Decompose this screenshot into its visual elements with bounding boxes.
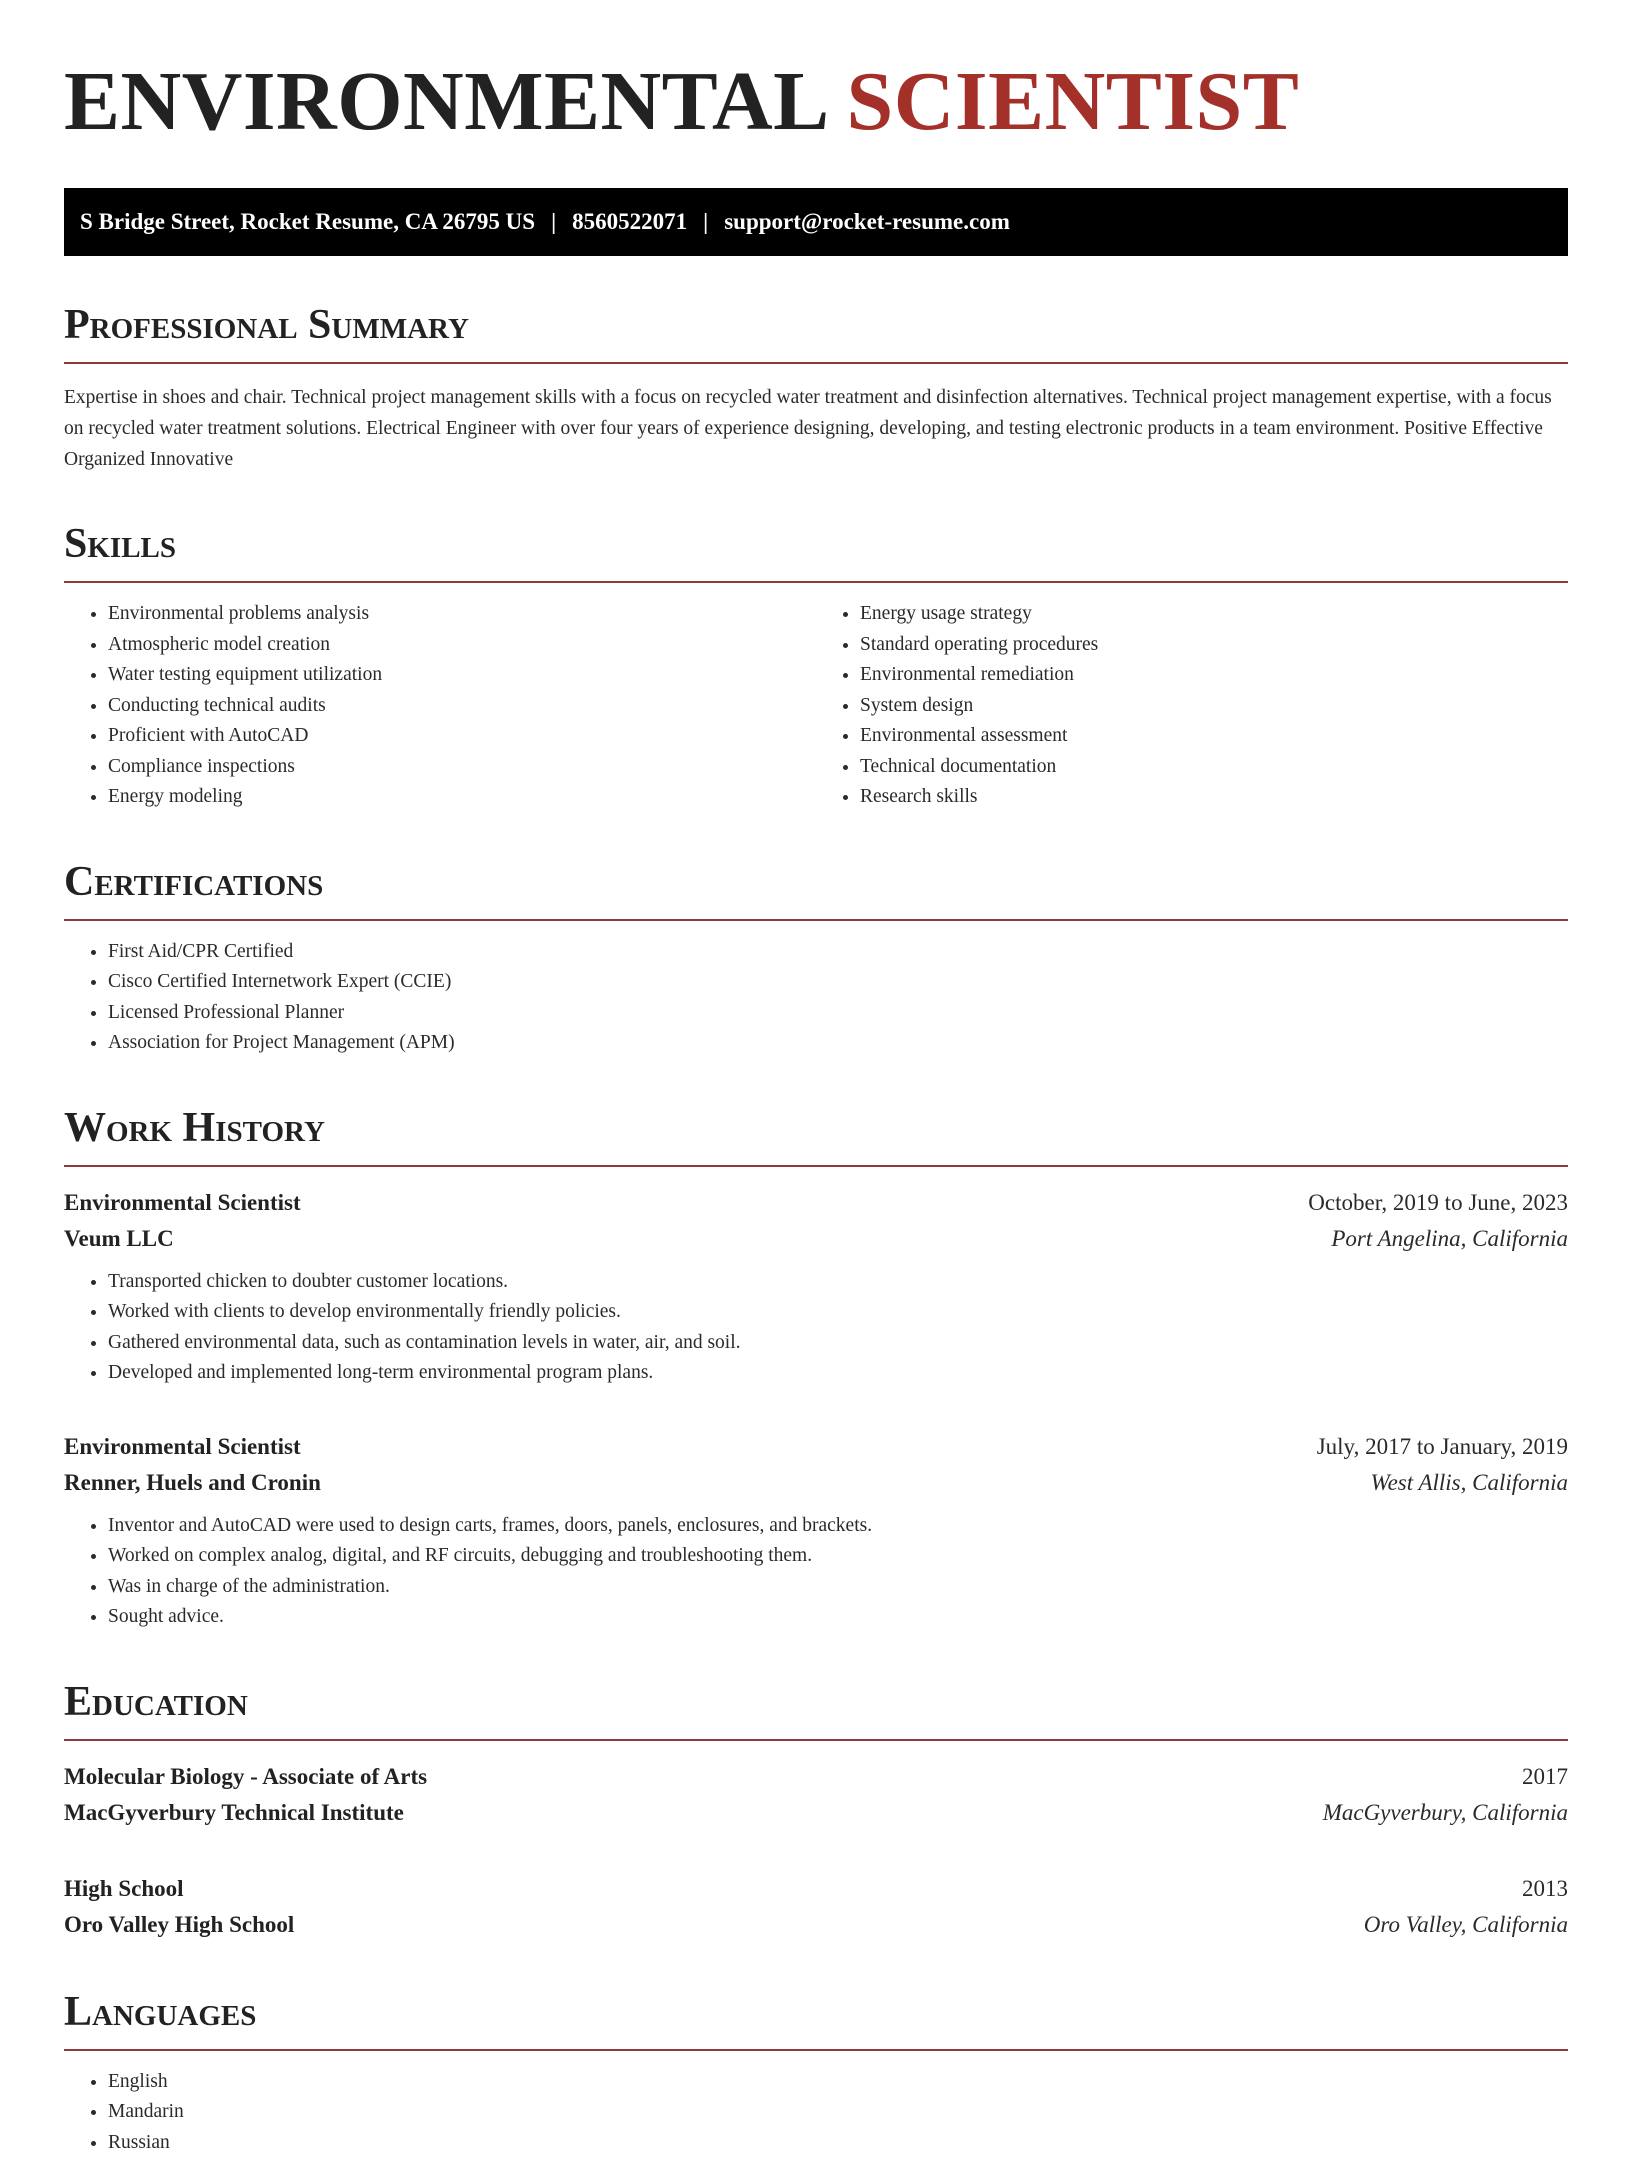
summary-section bbox=[64, 300, 1568, 475]
language-item: • Russian bbox=[108, 2128, 1568, 2158]
certification-item: • Association for Project Management (APM) bbox=[108, 1028, 1568, 1059]
job-company: Renner, Huels and Cronin bbox=[64, 1465, 321, 1501]
certifications-list bbox=[64, 937, 1568, 1059]
job-header-row bbox=[64, 1185, 1568, 1221]
languages-section bbox=[64, 1987, 1568, 2158]
skill-item: • Environmental remediation bbox=[860, 660, 1568, 691]
summary-text: Expertise in shoes and chair. Technical project management skills with a focus on recycled water treatment and disinfection alternatives. Technical project management expertise, with a focus on recycled water treatment solutions. Electrical Engineer with over four years of experience designing, developing, and testing electronic products in a team environment. Positive Effective Organized Innovative bbox=[64, 382, 1568, 475]
job-company: Veum LLC bbox=[64, 1221, 174, 1257]
job-duty: • Gathered environmental data, such as contamination levels in water, air, and soil. bbox=[108, 1328, 1568, 1359]
education-section bbox=[64, 1677, 1568, 1943]
skill-item: • Conducting technical audits bbox=[108, 691, 816, 722]
job-duty: • Inventor and AutoCAD were used to design carts, frames, doors, panels, enclosures, and brackets. bbox=[108, 1511, 1568, 1542]
job-entry bbox=[64, 1429, 1568, 1633]
skill-item: • System design bbox=[860, 691, 1568, 722]
contact-phone: 8560522071 bbox=[572, 209, 687, 235]
job-duty: • Developed and implemented long-term environmental program plans. bbox=[108, 1358, 1568, 1389]
contact-bar bbox=[64, 188, 1568, 256]
section-title-summary: Professional Summary bbox=[64, 300, 1568, 364]
education-entry bbox=[64, 1871, 1568, 1943]
education-degree-row bbox=[64, 1871, 1568, 1907]
job-location: West Allis, California bbox=[1371, 1465, 1568, 1501]
job-duty: • Sought advice. bbox=[108, 1602, 1568, 1633]
language-item: • Mandarin bbox=[108, 2097, 1568, 2128]
education-school: MacGyverbury Technical Institute bbox=[64, 1795, 404, 1831]
job-duties-list bbox=[64, 1511, 1568, 1633]
skill-item: • Proficient with AutoCAD bbox=[108, 721, 816, 752]
certification-item: • First Aid/CPR Certified bbox=[108, 937, 1568, 968]
skill-item: • Water testing equipment utilization bbox=[108, 660, 816, 691]
job-duty: • Worked with clients to develop environmentally friendly policies. bbox=[108, 1297, 1568, 1328]
section-title-education: Education bbox=[64, 1677, 1568, 1741]
certification-item: • Licensed Professional Planner bbox=[108, 998, 1568, 1029]
job-dates: July, 2017 to January, 2019 bbox=[1317, 1429, 1568, 1465]
contact-separator: | bbox=[551, 209, 556, 235]
education-location: MacGyverbury, California bbox=[1323, 1795, 1568, 1831]
skills-section bbox=[64, 519, 1568, 813]
job-dates: October, 2019 to June, 2023 bbox=[1308, 1185, 1568, 1221]
skill-item: • Technical documentation bbox=[860, 752, 1568, 783]
skill-item: • Compliance inspections bbox=[108, 752, 816, 783]
job-company-row bbox=[64, 1221, 1568, 1257]
skills-list-left bbox=[64, 599, 816, 813]
section-title-work-history: Work History bbox=[64, 1103, 1568, 1167]
work-history-section bbox=[64, 1103, 1568, 1633]
education-year: 2017 bbox=[1522, 1759, 1568, 1795]
education-school-row bbox=[64, 1907, 1568, 1943]
skill-item: • Environmental assessment bbox=[860, 721, 1568, 752]
education-degree: Molecular Biology - Associate of Arts bbox=[64, 1759, 427, 1795]
job-role: Environmental Scientist bbox=[64, 1429, 301, 1465]
skill-item: • Energy usage strategy bbox=[860, 599, 1568, 630]
job-duty: • Transported chicken to doubter customer locations. bbox=[108, 1267, 1568, 1298]
name-first: ENVIRONMENTAL bbox=[64, 55, 825, 148]
job-company-row bbox=[64, 1465, 1568, 1501]
section-title-skills: Skills bbox=[64, 519, 1568, 583]
contact-separator: | bbox=[703, 209, 708, 235]
section-title-certifications: Certifications bbox=[64, 857, 1568, 921]
candidate-name bbox=[64, 56, 1568, 148]
education-degree: High School bbox=[64, 1871, 184, 1907]
job-duties-list bbox=[64, 1267, 1568, 1389]
education-year: 2013 bbox=[1522, 1871, 1568, 1907]
education-school: Oro Valley High School bbox=[64, 1907, 294, 1943]
job-duty: • Was in charge of the administration. bbox=[108, 1572, 1568, 1603]
job-duty: • Worked on complex analog, digital, and RF circuits, debugging and troubleshooting them. bbox=[108, 1541, 1568, 1572]
contact-email: support@rocket-resume.com bbox=[724, 209, 1010, 235]
job-header-row bbox=[64, 1429, 1568, 1465]
skill-item: • Research skills bbox=[860, 782, 1568, 813]
education-entry bbox=[64, 1759, 1568, 1831]
section-title-languages: Languages bbox=[64, 1987, 1568, 2051]
job-role: Environmental Scientist bbox=[64, 1185, 301, 1221]
certifications-section bbox=[64, 857, 1568, 1059]
job-entry bbox=[64, 1185, 1568, 1389]
languages-list bbox=[64, 2067, 1568, 2158]
skill-item: • Atmospheric model creation bbox=[108, 630, 816, 661]
education-school-row bbox=[64, 1795, 1568, 1831]
skills-list-right bbox=[816, 599, 1568, 813]
skill-item: • Environmental problems analysis bbox=[108, 599, 816, 630]
education-degree-row bbox=[64, 1759, 1568, 1795]
name-last: SCIENTIST bbox=[847, 55, 1300, 148]
certification-item: • Cisco Certified Internetwork Expert (CCIE) bbox=[108, 967, 1568, 998]
skill-item: • Energy modeling bbox=[108, 782, 816, 813]
job-location: Port Angelina, California bbox=[1331, 1221, 1568, 1257]
skill-item: • Standard operating procedures bbox=[860, 630, 1568, 661]
education-location: Oro Valley, California bbox=[1364, 1907, 1568, 1943]
contact-address: S Bridge Street, Rocket Resume, CA 26795 US bbox=[80, 209, 535, 235]
language-item: • English bbox=[108, 2067, 1568, 2098]
skills-columns bbox=[64, 583, 1568, 813]
